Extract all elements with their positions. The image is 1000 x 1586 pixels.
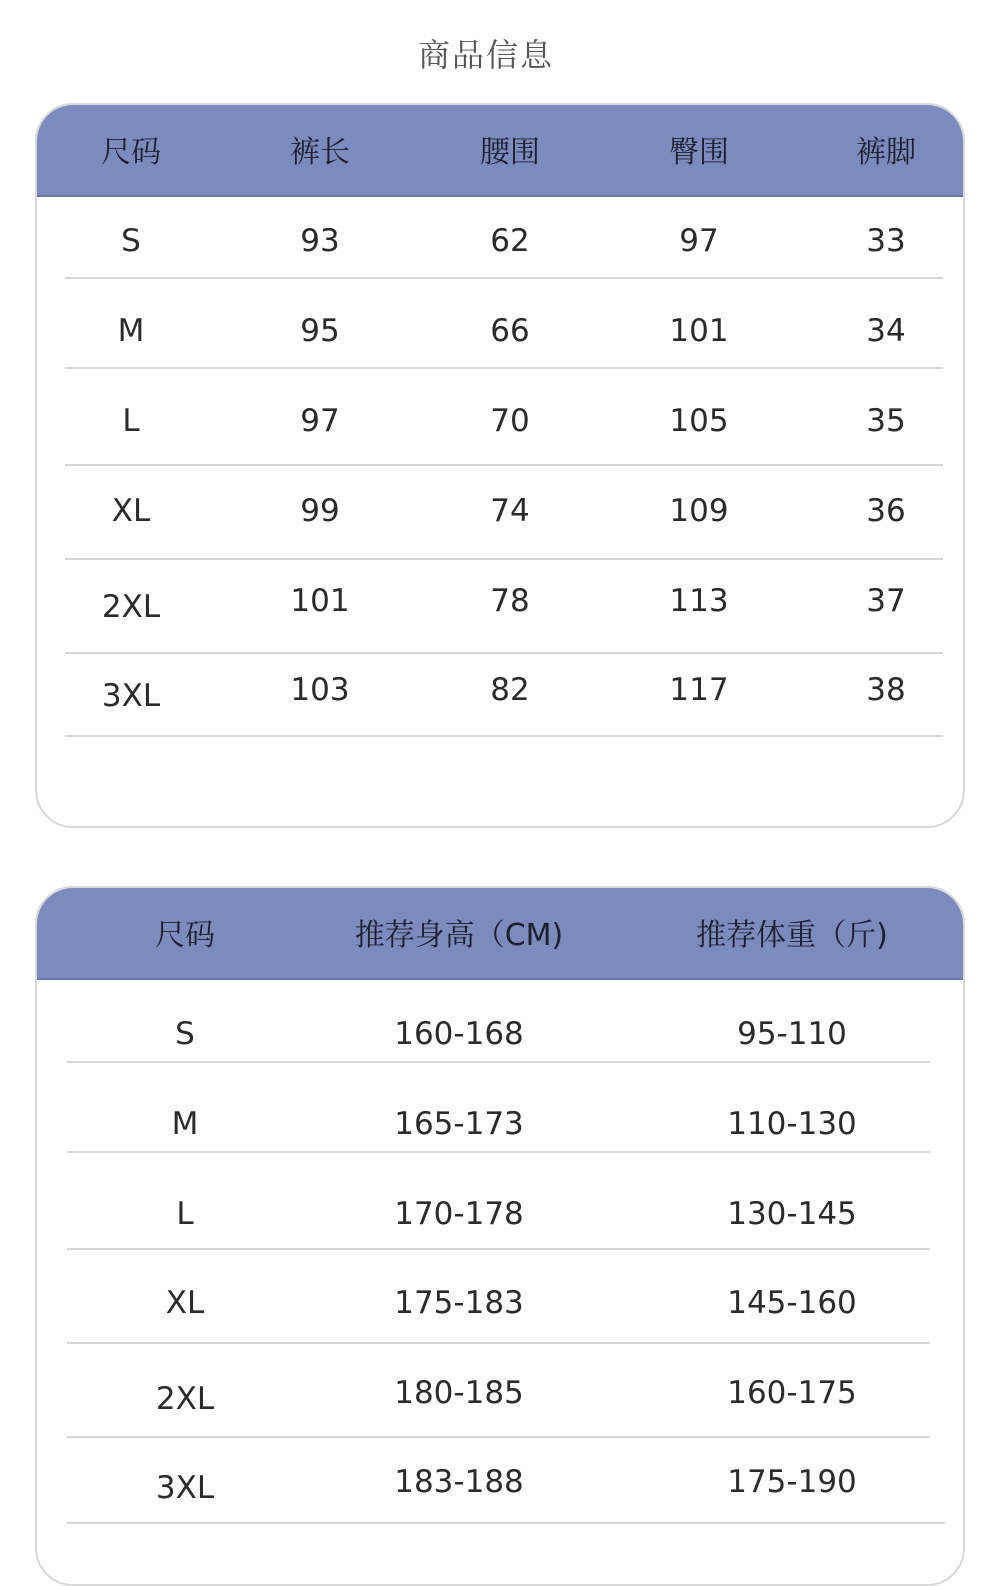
cell-size: 3XL <box>155 1470 215 1506</box>
header-recommended-weight: 推荐体重（斤) <box>696 918 888 953</box>
size-chart-table <box>35 103 965 828</box>
cell-waist: 70 <box>490 403 530 439</box>
cell-size: XL <box>165 1285 205 1321</box>
cell-pants-length: 101 <box>290 583 350 619</box>
cell-pants-length: 95 <box>300 313 340 349</box>
cell-waist: 82 <box>490 672 530 708</box>
cell-weight: 130-145 <box>727 1196 857 1232</box>
cell-height: 175-183 <box>394 1285 524 1321</box>
cell-hip: 101 <box>669 313 729 349</box>
cell-waist: 62 <box>490 223 530 259</box>
cell-size: S <box>121 223 141 259</box>
cell-leg-opening: 38 <box>866 672 906 708</box>
row-divider <box>65 652 943 654</box>
cell-hip: 117 <box>669 672 729 708</box>
row-divider <box>65 277 943 279</box>
cell-size: XL <box>111 493 151 529</box>
cell-weight: 145-160 <box>727 1285 857 1321</box>
recommendation-header-row <box>37 888 963 980</box>
row-divider <box>65 735 943 737</box>
cell-leg-opening: 37 <box>866 583 906 619</box>
cell-height: 165-173 <box>394 1106 524 1142</box>
cell-size: M <box>171 1106 199 1142</box>
row-divider <box>65 464 943 466</box>
cell-size: 3XL <box>101 678 161 714</box>
cell-size: M <box>117 313 145 349</box>
row-divider <box>67 1522 945 1524</box>
cell-hip: 109 <box>669 493 729 529</box>
header-size: 尺码 <box>155 918 215 953</box>
row-divider <box>67 1061 930 1063</box>
cell-size: S <box>175 1016 195 1052</box>
cell-hip: 105 <box>669 403 729 439</box>
cell-weight: 160-175 <box>727 1375 857 1411</box>
cell-height: 180-185 <box>394 1375 524 1411</box>
cell-size: 2XL <box>155 1381 215 1417</box>
cell-weight: 110-130 <box>727 1106 857 1142</box>
cell-height: 183-188 <box>394 1464 524 1500</box>
cell-leg-opening: 34 <box>866 313 906 349</box>
cell-pants-length: 97 <box>300 403 340 439</box>
cell-height: 170-178 <box>394 1196 524 1232</box>
row-divider <box>67 1248 930 1250</box>
header-recommended-height: 推荐身高（CM) <box>354 918 564 953</box>
cell-weight: 175-190 <box>727 1464 857 1500</box>
cell-hip: 113 <box>669 583 729 619</box>
recommendation-table <box>35 886 965 1586</box>
cell-hip: 97 <box>679 223 719 259</box>
row-divider <box>65 558 943 560</box>
row-divider <box>67 1151 930 1153</box>
cell-leg-opening: 36 <box>866 493 906 529</box>
row-divider <box>65 367 943 369</box>
cell-waist: 78 <box>490 583 530 619</box>
cell-weight: 95-110 <box>737 1016 847 1052</box>
cell-waist: 66 <box>490 313 530 349</box>
size-chart-header-row <box>37 105 963 197</box>
cell-size: L <box>122 403 140 439</box>
header-waist: 腰围 <box>480 135 540 170</box>
header-size: 尺码 <box>101 135 161 170</box>
header-pants-length: 裤长 <box>290 135 350 170</box>
header-leg-opening: 裤脚 <box>856 135 916 170</box>
cell-size: 2XL <box>101 589 161 625</box>
cell-pants-length: 103 <box>290 672 350 708</box>
header-hip: 臀围 <box>669 135 729 170</box>
cell-pants-length: 99 <box>300 493 340 529</box>
cell-height: 160-168 <box>394 1016 524 1052</box>
row-divider <box>67 1342 930 1344</box>
cell-size: L <box>176 1196 194 1232</box>
cell-leg-opening: 33 <box>866 223 906 259</box>
row-divider <box>67 1436 930 1438</box>
cell-pants-length: 93 <box>300 223 340 259</box>
cell-leg-opening: 35 <box>866 403 906 439</box>
page-title: 商品信息 <box>417 36 554 74</box>
cell-waist: 74 <box>490 493 530 529</box>
